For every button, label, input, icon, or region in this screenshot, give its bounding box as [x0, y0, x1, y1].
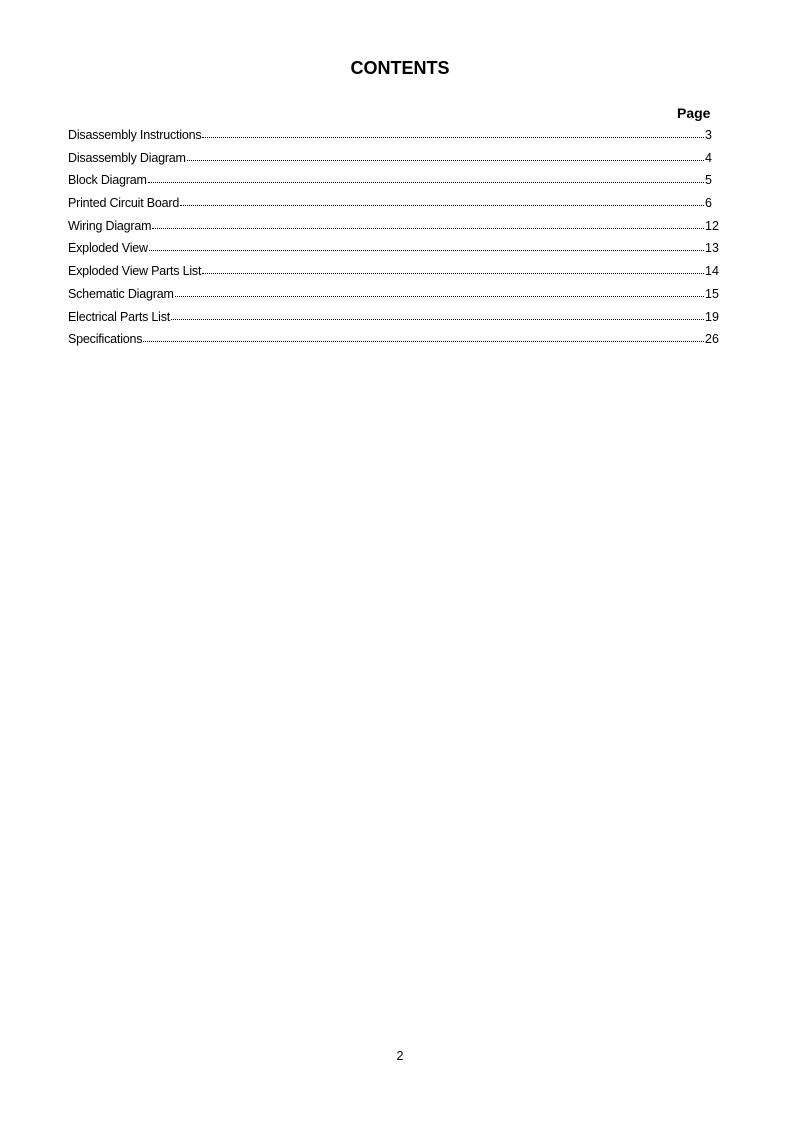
dot-leader: [149, 240, 704, 252]
toc-entry-schematic-diagram: [68, 285, 721, 308]
toc-entry-label: Exploded View: [68, 241, 148, 256]
toc-entry-label: Specifications: [68, 332, 143, 347]
toc-entry-page: 14: [705, 264, 719, 279]
toc-entry-page: 4: [705, 150, 712, 165]
footer-page-number: 2: [396, 1049, 404, 1063]
toc-entry-page: 15: [705, 286, 719, 301]
toc-entry-label: Printed Circuit Board: [68, 196, 180, 211]
toc-entry-label: Wiring Diagram: [68, 218, 152, 233]
table-of-contents: [68, 126, 721, 353]
toc-entry-specifications: [68, 330, 721, 353]
toc-entry-disassembly-instructions: [68, 126, 721, 149]
dot-leader: [175, 286, 704, 298]
toc-entry-page: 26: [705, 332, 719, 347]
dot-leader: [152, 218, 704, 230]
toc-entry-electrical-parts-list: [68, 308, 721, 331]
toc-entry-disassembly-diagram: [68, 149, 721, 172]
toc-entry-printed-circuit-board: [68, 194, 721, 217]
toc-entry-exploded-view: [68, 239, 721, 262]
dot-leader: [148, 172, 704, 184]
toc-entry-page: 19: [705, 309, 719, 324]
toc-entry-exploded-view-parts-list: [68, 262, 721, 285]
toc-entry-label: Schematic Diagram: [68, 286, 174, 301]
toc-entry-page: 6: [705, 196, 712, 211]
toc-entry-wiring-diagram: [68, 217, 721, 240]
dot-leader: [143, 331, 704, 343]
toc-entry-label: Disassembly Instructions: [68, 128, 202, 142]
dot-leader: [202, 263, 704, 275]
toc-entry-label: Block Diagram: [68, 173, 147, 188]
toc-entry-label: Electrical Parts List: [68, 309, 171, 324]
toc-entry-label: Disassembly Diagram: [68, 150, 186, 165]
page-column-heading: Page: [677, 105, 711, 121]
page-title: CONTENTS: [350, 58, 450, 78]
toc-entry-page: 5: [705, 173, 712, 188]
dot-leader: [171, 309, 704, 321]
toc-entry-label: Exploded View Parts List: [68, 264, 202, 279]
toc-entry-page: 12: [705, 218, 719, 233]
toc-entry-page: 13: [705, 241, 719, 256]
dot-leader: [202, 127, 704, 139]
dot-leader: [187, 150, 704, 162]
toc-entry-block-diagram: [68, 171, 721, 194]
dot-leader: [180, 195, 704, 207]
toc-entry-page: 3: [705, 128, 712, 142]
